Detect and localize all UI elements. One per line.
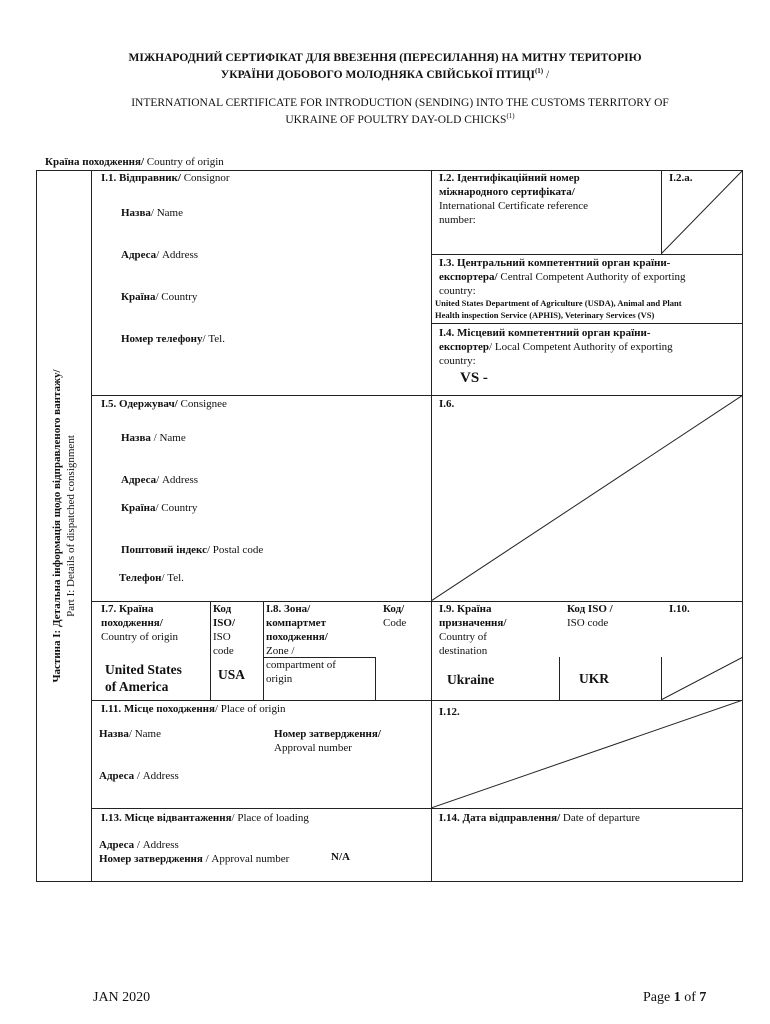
i11-name-label: Назва/ Name <box>99 728 161 740</box>
i13-title: I.13. Місце відвантаження/ Place of loading <box>101 812 309 824</box>
i3-title: I.3. Центральний компетентний орган країни- експортера/ Central Competent Authority of exporting country: <box>439 257 686 297</box>
i3-value: United States Department of Agriculture (USDA), Animal and Plant Health inspection Service (APHIS), Veterinary Services (VS) <box>435 298 682 320</box>
i1-country-label: Країна/ Country <box>121 291 198 303</box>
iso-dest-value: UKR <box>579 671 609 686</box>
footer-page-number: Page 1 of 7 <box>643 990 707 1005</box>
footer-date: JAN 2020 <box>93 990 151 1005</box>
i3-top-border <box>431 254 743 255</box>
i12-title: I.12. <box>439 706 460 718</box>
i7-value: United States of America <box>105 662 182 694</box>
i13-approval-label: Номер затвердження / Approval number <box>99 853 290 865</box>
i5-address-label: Адреса/ Address <box>121 474 199 486</box>
part-label: Частина І: Детальна інформація щодо відправленого вантажу/ Part I: Details of dispatched consignment <box>51 368 77 683</box>
i7-top-border <box>91 601 743 602</box>
i1-tel-label: Номер телефону/ Tel. <box>121 333 225 345</box>
i9-iso-divider <box>559 657 560 700</box>
i1-title: I.1. Відправник/ Consignor <box>101 172 230 184</box>
i8-code-divider <box>375 657 376 700</box>
i5-title: I.5. Одержувач/ Consignee <box>101 398 227 410</box>
i4-top-border <box>431 323 743 324</box>
title-english: INTERNATIONAL CERTIFICATE FOR INTRODUCTION (SENDING) INTO THE CUSTOMS TERRITORY OF UKRAINE OF POULTRY DAY-OLD CHICKS$^{(1)}$ <box>131 97 669 126</box>
i1-address-label: Адреса/ Address <box>121 249 199 261</box>
i13-top-border <box>91 808 743 809</box>
i11-address-label: Адреса / Address <box>99 770 179 782</box>
i10-title: I.10. <box>669 603 690 615</box>
i4-title: I.4. Місцевий компетентний орган країни- експортер/ Local Competent Authority of exporting country: <box>439 327 673 367</box>
i8-divider <box>263 601 264 700</box>
title-ukrainian: МІЖНАРОДНИЙ СЕРТИФІКАТ ДЛЯ ВВЕЗЕННЯ (ПЕРЕСИЛАННЯ) НА МИТНУ ТЕРИТОРІЮ УКРАЇНИ ДОБОВОГО МОЛОДНЯКА СВІЙСЬКОЇ ПТИЦІ$^{(1)}$ / <box>128 52 642 81</box>
country-of-origin-label: Країна походження/ Country of origin <box>45 156 224 168</box>
i4-value: VS - <box>460 370 488 386</box>
i11-approval-label: Номер затвердження/ Approval number <box>274 728 381 754</box>
i13-address-label: Адреса / Address <box>99 839 179 851</box>
i9-value: Ukraine <box>447 672 495 687</box>
i2-title: I.2. Ідентифікаційний номер міжнародного сертифіката/ International Certificate reference number: <box>439 172 589 226</box>
i14-title: I.14. Дата відправлення/ Date of departure <box>439 812 640 824</box>
i5-name-label: Назва / Name <box>121 432 186 444</box>
iso-dest-label: Код ISO / ISO code <box>567 603 613 629</box>
table-bottom-border <box>36 881 743 882</box>
i6-title: I.6. <box>439 398 455 410</box>
i7-title: I.7. Країна походження/ Country of origin <box>101 603 178 643</box>
i12-diagonal <box>431 700 743 808</box>
i5-postal-label: Поштовий індекс/ Postal code <box>121 544 264 556</box>
zone-code-label: Код/ Code <box>383 603 407 629</box>
i1-name-label: Назва/ Name <box>121 207 183 219</box>
i6-diagonal <box>431 395 743 601</box>
i10-diagonal <box>661 657 743 700</box>
i13-approval-value: N/A <box>331 851 350 863</box>
i8-title: I.8. Зона/ компартмет походження/ Zone / compartment of origin <box>266 603 336 685</box>
iso-origin-value: USA <box>218 667 246 682</box>
i7-iso-divider <box>210 601 211 700</box>
i2a-label: I.2.a. <box>669 172 693 184</box>
i5-country-label: Країна/ Country <box>121 502 198 514</box>
i5-tel-label: Телефон/ Tel. <box>119 572 184 584</box>
i11-title: I.11. Місце походження/ Place of origin <box>101 703 286 715</box>
iso-origin-label: Код ISO/ ISO code <box>213 603 236 657</box>
i9-title: I.9. Країна призначення/ Country of destination <box>439 603 507 657</box>
